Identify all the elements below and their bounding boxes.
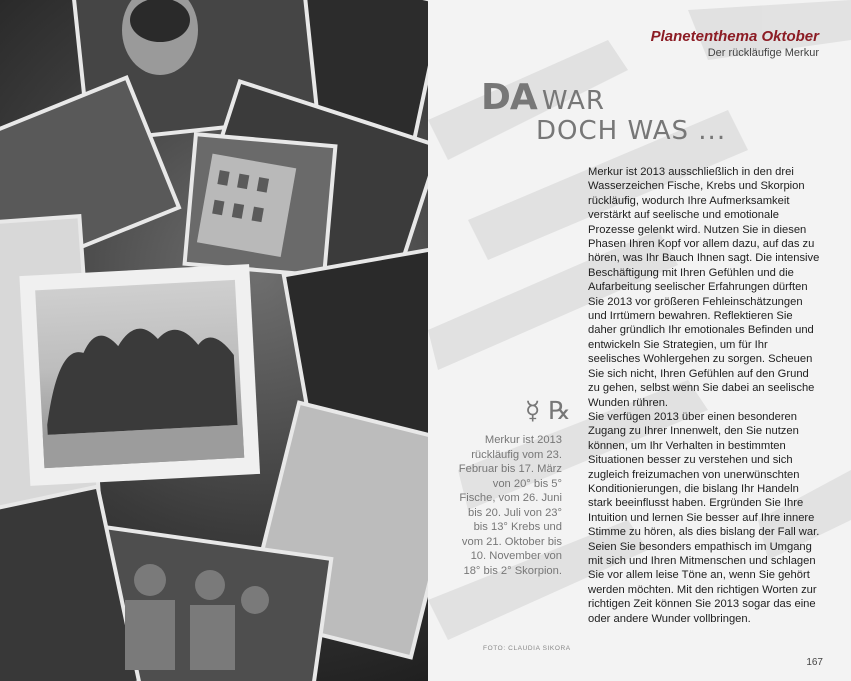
headline-line-2: DOCH WAS ... [536, 116, 727, 146]
page-number: 167 [806, 657, 823, 668]
sidebar-note [458, 433, 562, 578]
body-text [588, 165, 821, 626]
text-page [428, 0, 851, 681]
sidebar-text: Merkur ist 2013 rückläufig vom 23. Februar bis 17. März von 20° bis 5° Fische, vom 26. Juni bis 20. Juli von 23° bis 13° Krebs und vom 21. Oktober bis 10. November von 18° bis 2° Skorpion. [458, 434, 562, 577]
photo-credit: FOTO: CLAUDIA SIKORA [483, 645, 571, 652]
body-paragraph: Merkur ist 2013 ausschließlich in den drei Wasserzeichen Fische, Krebs und Skorpion rückläufig, wodurch Ihre Aufmerksamkeit verstärkt auf seelische und emotionale Prozesse gelenkt wird. Nutzen Sie in diesen Phasen Ihren Kopf vor allem dazu, auf das zu hören, was Ihr Bauch Ihnen sagt. Die intensive Beschäftigung mit Ihren Gefühlen und die Aufarbeitung seelischer Erfahrungen dürften Sie 2013 vor größeren Fehleinschätzungen und Irrtümern bewahren. Reflektieren Sie daher gründlich Ihr emotionales Befinden und entwickeln Sie Strategien, um für Ihr seelisches Wohlergehen zu sorgen. Scheuen Sie sich nicht, Ihren Gefühlen auf den Grund zu gehen, selbst wenn Sie dabei an seelische Wunden rühren. [588, 166, 820, 409]
section-topic: Planetenthema Oktober [650, 28, 819, 45]
headline [481, 77, 727, 146]
mercury-retrograde-icon: ☿ ℞ [525, 396, 571, 425]
section-subtopic: Der rückläufige Merkur [707, 47, 819, 59]
headline-bold-word: DA [481, 77, 537, 118]
body-paragraph: Sie verfügen 2013 über einen besonderen Zugang zu Ihrer Innenwelt, den Sie nutzen können, um Ihr Verhalten in bestimmten Situationen besser zu verstehen und sich zugleich freizumachen von unerwünschten Konditionierungen, die bislang Ihr Handeln stark beeinflusst haben. Ergründen Sie Ihre Intuition und lernen Sie besser auf Ihre innere Stimme zu hören, als dies bislang der Fall war. Seien Sie besonders empathisch im Umgang mit sich und Ihren Mitmenschen und schlagen Sie vor allem leise Töne an, wenn Sie gehört werden möchten. Mit den richtigen Worten zur richtigen Zeit können Sie 2013 sogar das eine oder andere Wunder vollbringen. [588, 410, 820, 625]
headline-word: WAR [541, 86, 605, 116]
